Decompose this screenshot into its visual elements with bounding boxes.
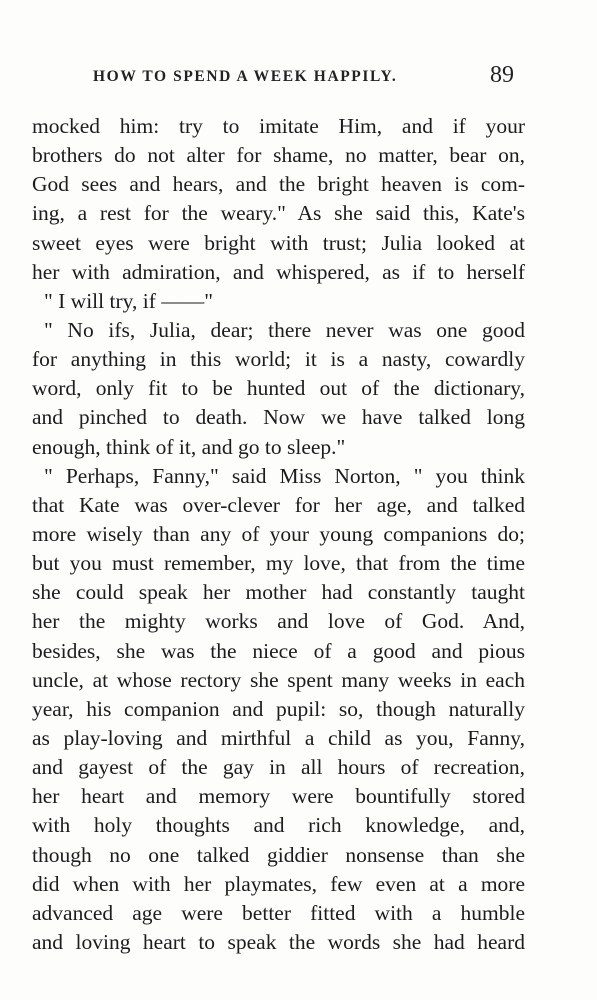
text-line: as play-loving and mirthful a child as you, Fanny,	[32, 725, 525, 750]
text-line: brothers do not alter for shame, no matter, bear on,	[32, 143, 525, 168]
text-line: enough, think of it, and go to sleep."	[32, 434, 346, 459]
text-line: more wisely than any of your young companions do;	[32, 521, 525, 546]
text-line: mocked him: try to imitate Him, and if your	[32, 114, 525, 138]
text-line: and gayest of the gay in all hours of recreation,	[32, 755, 525, 780]
text-line: with holy thoughts and rich knowledge, and,	[32, 813, 525, 838]
text-line: besides, she was the niece of a good and pious	[32, 638, 525, 663]
running-title: HOW TO SPEND A WEEK HAPPILY.	[93, 68, 398, 85]
text-line: " I will try, if ——"	[44, 288, 214, 313]
text-line: word, only fit to be hunted out of the dictionary,	[32, 376, 525, 401]
text-line: did when with her playmates, few even at a more	[32, 871, 525, 896]
text-line: but you must remember, my love, that from the time	[32, 551, 525, 576]
text-line: ing, a rest for the weary." As she said this, Kate's	[32, 201, 525, 226]
text-line: though no one talked giddier nonsense than she	[32, 842, 525, 867]
text-line: uncle, at whose rectory she spent many weeks in each	[32, 667, 525, 692]
text-line: and loving heart to speak the words she had heard	[32, 929, 525, 954]
text-line: her with admiration, and whispered, as if to herself	[32, 259, 525, 284]
text-line: she could speak her mother had constantly taught	[32, 580, 525, 605]
text-line: her heart and memory were bountifully stored	[32, 784, 525, 809]
text-line: advanced age were better fitted with a humble	[32, 900, 525, 925]
text-line: her the mighty works and love of God. And,	[32, 609, 525, 634]
text-line: that Kate was over-clever for her age, and talked	[32, 492, 525, 517]
text-line: year, his companion and pupil: so, though naturally	[32, 696, 525, 721]
body-text	[32, 112, 525, 957]
running-header	[32, 62, 514, 92]
text-line: " Perhaps, Fanny," said Miss Norton, " you think	[44, 463, 525, 488]
text-line: " No ifs, Julia, dear; there never was one good	[44, 317, 525, 342]
text-line: God sees and hears, and the bright heaven is com-	[32, 172, 525, 197]
text-line: sweet eyes were bright with trust; Julia looked at	[32, 230, 525, 255]
page-number: 89	[490, 62, 514, 88]
text-line: and pinched to death. Now we have talked long	[32, 405, 525, 430]
text-line: for anything in this world; it is a nasty, cowardly	[32, 347, 525, 372]
